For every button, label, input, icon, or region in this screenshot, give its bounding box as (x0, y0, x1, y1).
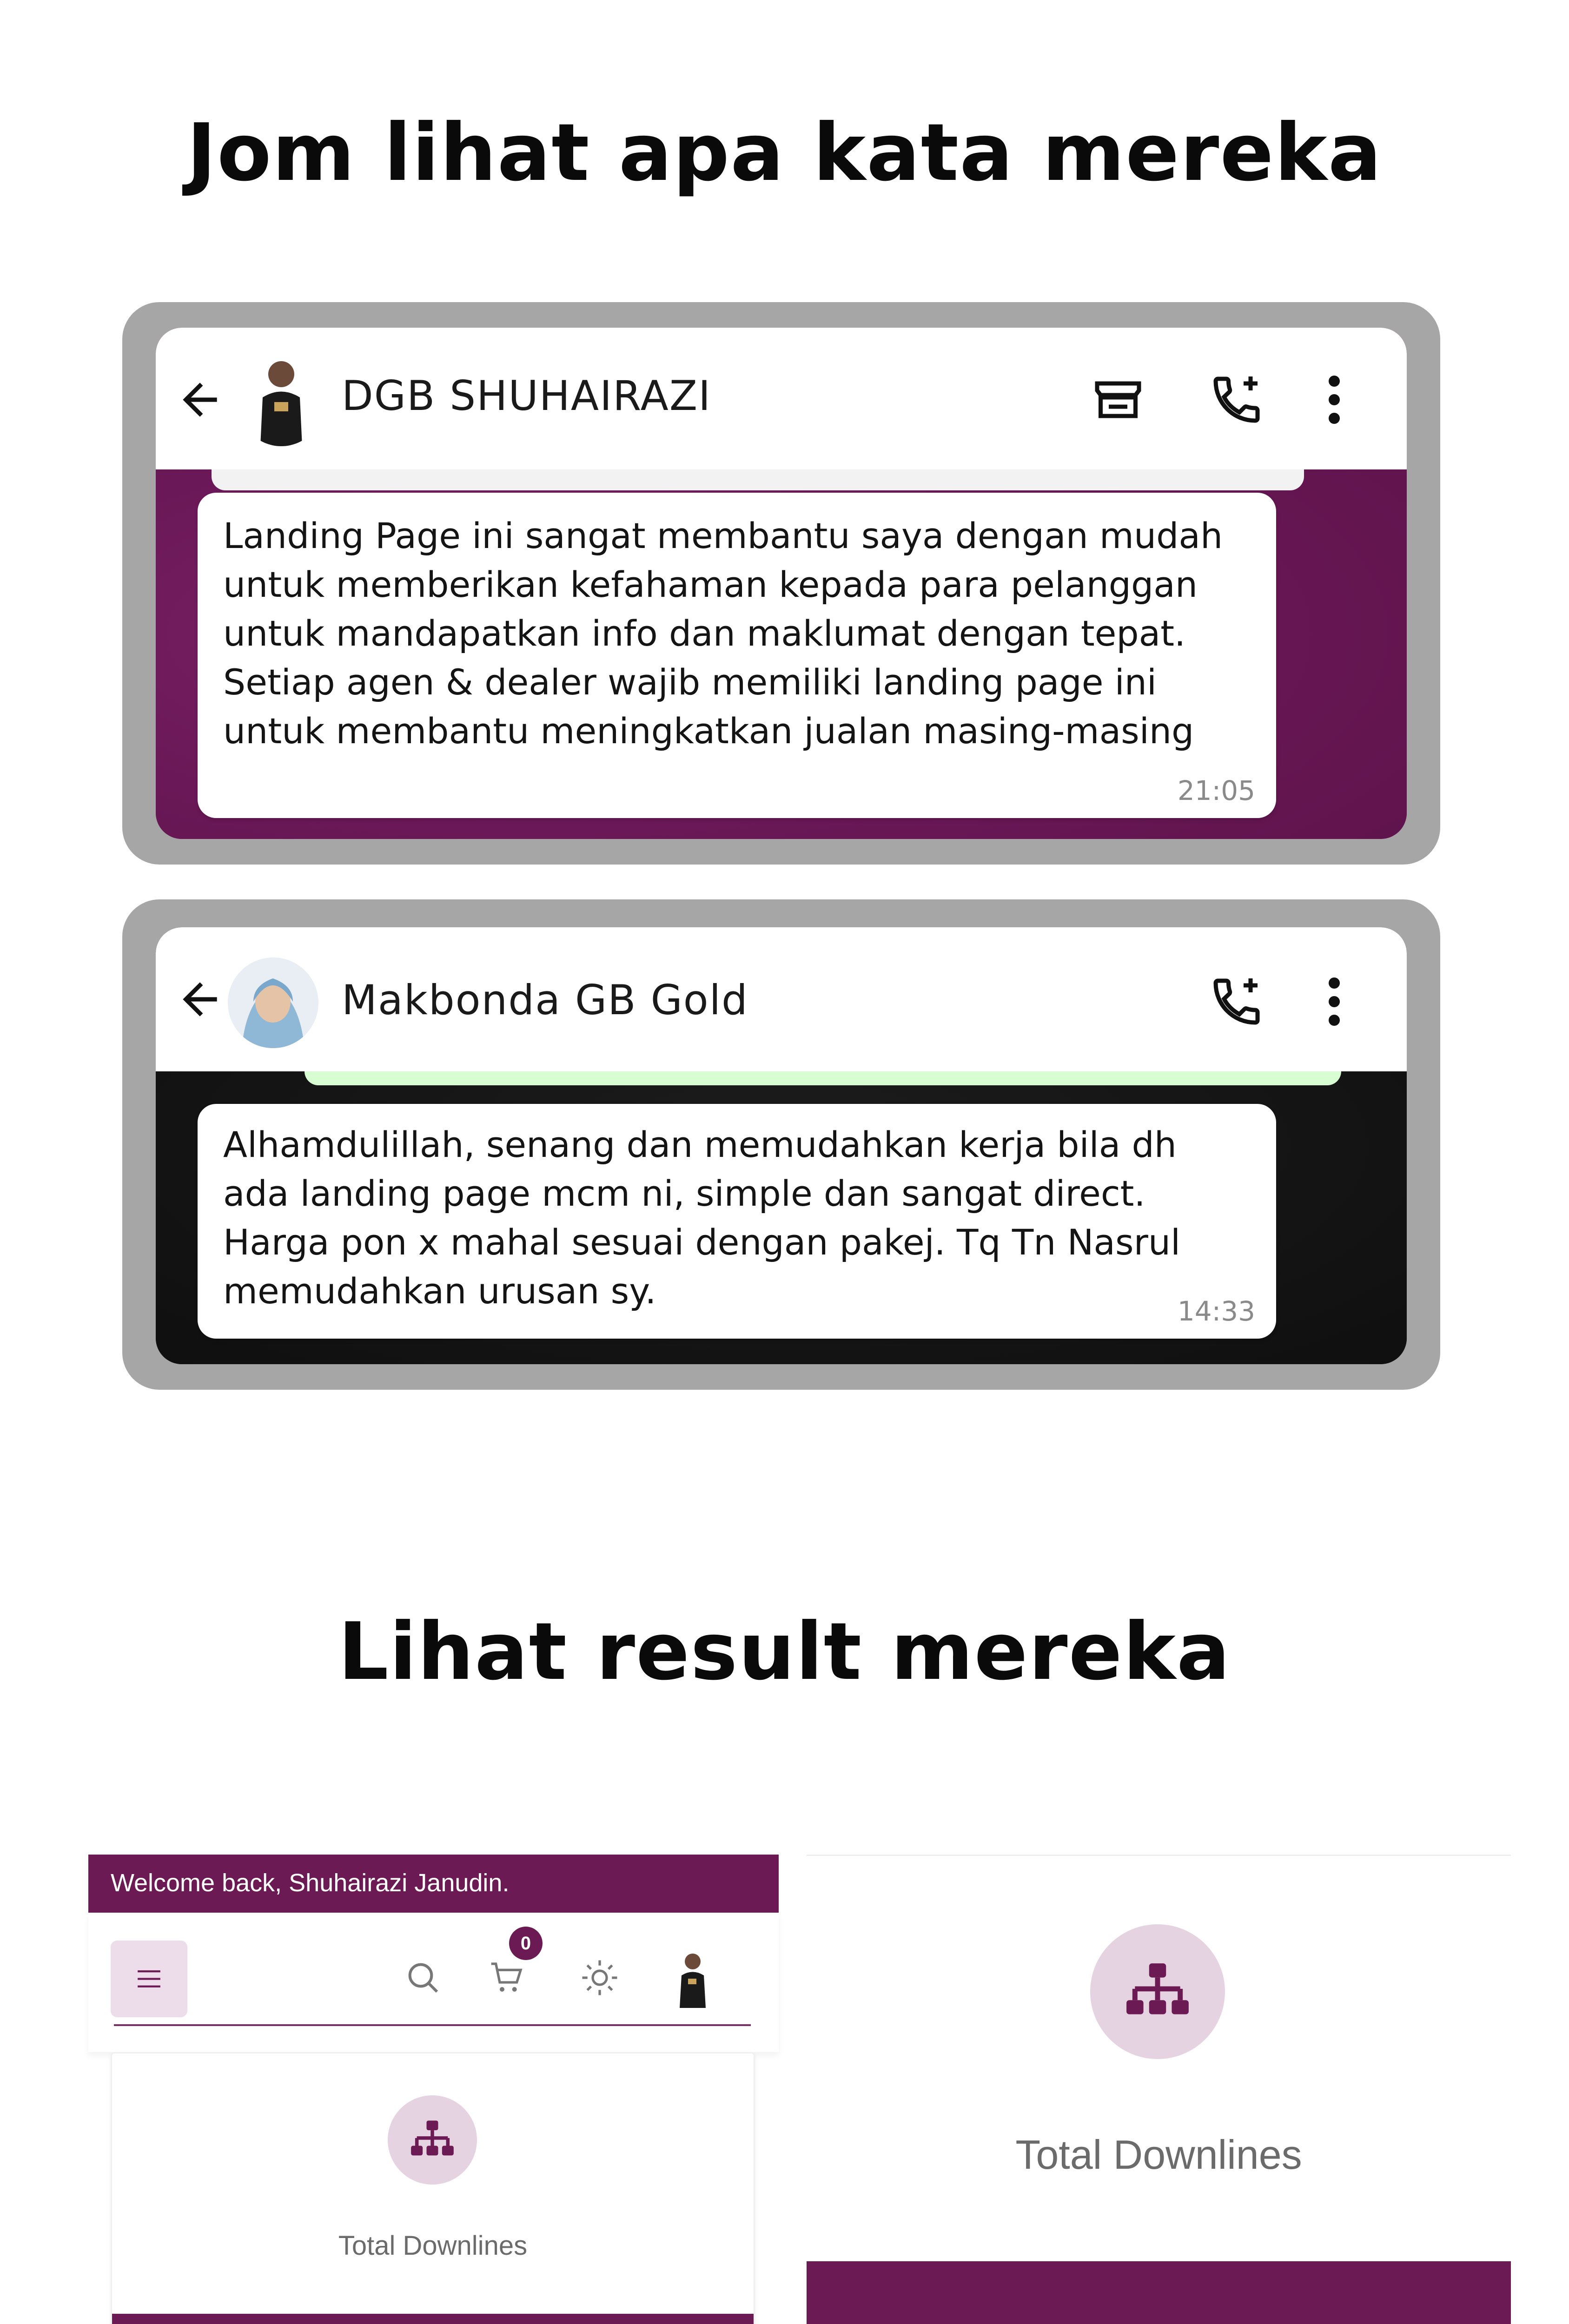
chat-card-1 (122, 302, 1440, 865)
search-icon[interactable] (404, 1959, 442, 1996)
store-icon[interactable] (1090, 372, 1146, 428)
hamburger-icon (134, 1966, 164, 1992)
total-downlines-value (112, 2314, 754, 2324)
dashboard-screenshot-small (88, 1855, 779, 2324)
previous-bubble-edge (212, 469, 1304, 490)
previous-bubble-edge (305, 1071, 1341, 1085)
testimonials-heading: Jom lihat apa kata mereka (186, 107, 1383, 199)
dashboard-screenshot-large (807, 1855, 1511, 2324)
back-arrow-icon[interactable] (174, 374, 225, 425)
chat-window-1 (156, 328, 1407, 839)
contact-name: Makbonda GB Gold (342, 976, 748, 1024)
welcome-text: Welcome back, Shuhairazi Janudin. (111, 1869, 510, 1897)
message-time: 21:05 (1177, 775, 1255, 806)
top-nav (88, 1913, 779, 2052)
total-downlines-card (111, 2052, 755, 2324)
message-time: 14:33 (1177, 1295, 1255, 1327)
message-bubble (198, 1104, 1276, 1339)
total-downlines-value (807, 2261, 1511, 2324)
contact-name: DGB SHUHAIRAZI (342, 372, 712, 420)
add-call-icon[interactable] (1209, 372, 1264, 428)
downlines-icon-circle (388, 2095, 477, 2185)
back-arrow-icon[interactable] (174, 974, 225, 1025)
message-bubble (198, 493, 1276, 818)
more-vert-icon[interactable] (1320, 372, 1348, 428)
chat-header (156, 927, 1407, 1071)
org-chart-icon (1124, 1961, 1192, 2023)
menu-button[interactable] (111, 1941, 187, 2017)
top-divider (807, 1855, 1511, 1856)
chat-window-2 (156, 927, 1407, 1364)
more-vert-icon[interactable] (1320, 974, 1348, 1030)
org-chart-icon (409, 2118, 456, 2162)
card-title: Total Downlines (1015, 2132, 1302, 2178)
downlines-icon-circle (1090, 1924, 1225, 2059)
nav-underline (114, 2024, 751, 2026)
results-heading: Lihat result mereka (338, 1606, 1231, 1698)
chat-card-2 (122, 899, 1440, 1390)
chat-header (156, 328, 1407, 469)
avatar[interactable] (237, 353, 325, 446)
message-text: Landing Page ini sangat membantu saya dengan mudah untuk memberikan kefahaman kepada para pelanggan untuk mandapatkan info dan maklumat dengan tepat. Setiap agen & dealer wajib memiliki landing page ini untuk membantu meningkatkan jualan masing-masing (223, 515, 1223, 752)
message-text: Alhamdulillah, senang dan memudahkan kerja bila dh ada landing page mcm ni, simple dan sangat direct. Harga pon x mahal sesuai dengan pakej. Tq Tn Nasrul memudahkan urusan sy. (223, 1124, 1181, 1312)
welcome-bar (88, 1855, 779, 1913)
user-avatar[interactable] (669, 1950, 716, 2008)
cart-icon[interactable] (488, 1959, 525, 1996)
card-title: Total Downlines (338, 2231, 528, 2261)
theme-toggle-icon[interactable] (579, 1957, 621, 1999)
cart-count-badge: 0 (509, 1927, 543, 1960)
avatar[interactable] (228, 957, 318, 1048)
add-call-icon[interactable] (1209, 974, 1264, 1030)
